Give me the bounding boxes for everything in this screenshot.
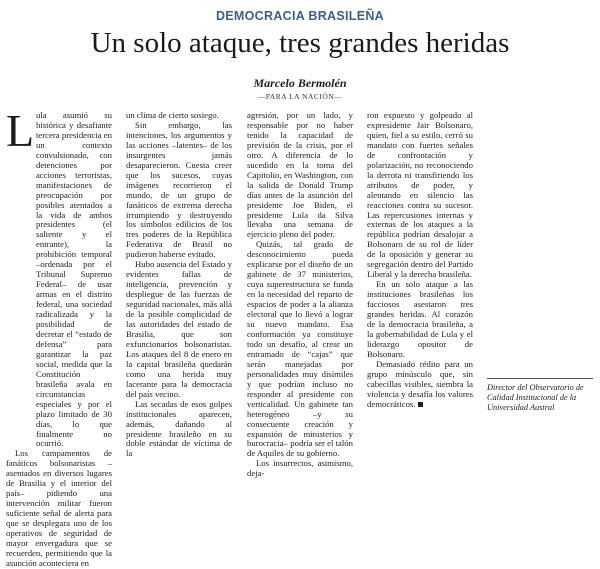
- paragraph: Sin embargo, las intenciones, los argumentos y las acciones –latentes– de los insurgentes jamás desaparecieron. Cuesta creer que los sucesos, cuyas imágenes recorrieron el mundo, de un grupo de fanáticos de extrema derecha irrumpiendo y destruyendo los símbolos edilicios de los tres poderes de la República Federativa de Brasil no pudieron haberse evitado.: [126, 119, 232, 260]
- author-bio: Director del Observatorio de Calidad Institucional de la Universidad Austral: [487, 383, 584, 412]
- paragraph: Los insurrectos, asimismo, deja-: [247, 458, 353, 479]
- paragraph: agresión, por un lado, y responsable por no haber tenido la capacidad de previsión de la crisis, por el otro. A diferencia de lo sucedido en la toma del Capitolio, en Washington, con la salida de Donald Trump días antes de la asunción del presidente Joe Biden, el presidente Lula da Silva llevaba una semana de ejercicio pleno del poder.: [247, 110, 353, 240]
- paragraph: un clima de cierto sosiego.: [126, 110, 219, 120]
- section-label[interactable]: DEMOCRACIA BRASILEÑA: [215, 9, 385, 23]
- paragraph: Hubo ausencia del Estado y evidentes fallas de inteligencia, prevención y despliegue de las fuerzas de seguridad nacionales, más allá de la posible complicidad de las autoridades del estado de Brasilia, que son exfuncionarios bolsonaristas. Los ataques del 8 de enero en la capital brasileña quedarán como una herida muy lacerante para la democracia del país vecino.: [126, 259, 232, 399]
- paragraph: [367, 360, 473, 410]
- headline: Un solo ataque, tres grandes heridas: [90, 27, 510, 59]
- paragraph: Los campamentos de fanáticos bolsonaristas –asentados en diversos lugares de Brasilia y el interior del país– pidiendo una intervención militar fueron suficiente señal de alerta para que se desplegara uno de los operativos de seguridad de mayor envergadura que se recuerden, permitiendo que la asunción aconteciera en: [6, 448, 112, 568]
- column-4: [367, 111, 473, 410]
- paragraph: ron expuesto y golpeado al expresidente Jair Bolsonaro, quien, fiel a su estilo, cerró su mandato con fuertes señales de confrontación y polarización, no reconociendo la derrota ni transfiriendo los atributos de poder, y alentando en silencio las reacciones contra su sucesor. Las repercusiones internas y externas de los ataques a la república podrían desalojar a Bolsonaro de su rol de líder de la oposición y generar su segregación dentro del Partido Liberal y la derecha brasileña.: [367, 110, 473, 280]
- paragraph: En un solo ataque a las instituciones brasileñas los facciosos asestaron tres grandes heridas. Al corazón de la democracia brasileña, a la gobernabilidad de Lula y el liderazgo opositor de Bolsonaro.: [367, 279, 473, 359]
- end-of-article-mark: [418, 402, 423, 407]
- paragraph: ula asumió su histórica y desafiante tercera presidencia en un contexto convulsionado, con detenciones por acciones terroristas, manifestaciones de preocupación por posibles atentados a la vida de ambos presidentes (el saliente y el entrante), la prohibición temporal –ordenada por el Tribunal Supremo Federal– de usar armas en el distrito federal, una sociedad radicalizada y la posibilidad de decretar el “estado de defensa” para garantizar la paz social, medida que la Constitución brasileña avala en circunstancias especiales y por el plazo limitado de 30 días, lo que finalmente no ocurrió.: [36, 110, 112, 449]
- drop-cap: L: [6, 105, 35, 156]
- bio-divider: [487, 378, 593, 379]
- column-1: [6, 105, 112, 569]
- byline-note: —PARA LA NACIÓN—: [257, 92, 343, 101]
- column-2: [126, 111, 232, 459]
- author-name[interactable]: Marcelo Bermolén: [253, 76, 347, 90]
- paragraph: Las secadas de esos golpes institucionales aparecen, además, dañando al presidente brasileño en su doble estándar de víctima de la: [126, 398, 232, 459]
- paragraph-text: Demasiado rédito para un grupo minúsculo que, sin cabecillas visibles, siembra la violencia y desafía los valores democráticos.: [367, 358, 473, 409]
- column-3: [247, 111, 353, 479]
- paragraph: Quizás, tal grado de desconocimiento pueda explicarse por el diseño de un gabinete de 37 ministerios, cuya superestructura se funda en la necesidad del reparto de espacios de poder a la alianza electoral que lo llevó a lograr su nuevo mandato. Esa conformación ya constituye todo un desafío, al crear un entramado de “cajas” que serán manejadas por personalidades muy disímiles y que podrían incluso no responder al presidente con verticalidad. Un gabinete tan heterogéneo –y su consecuente creación y expansión de ministerios y burocracia– podría ser el talón de Aquiles de su gobierno.: [247, 239, 353, 459]
